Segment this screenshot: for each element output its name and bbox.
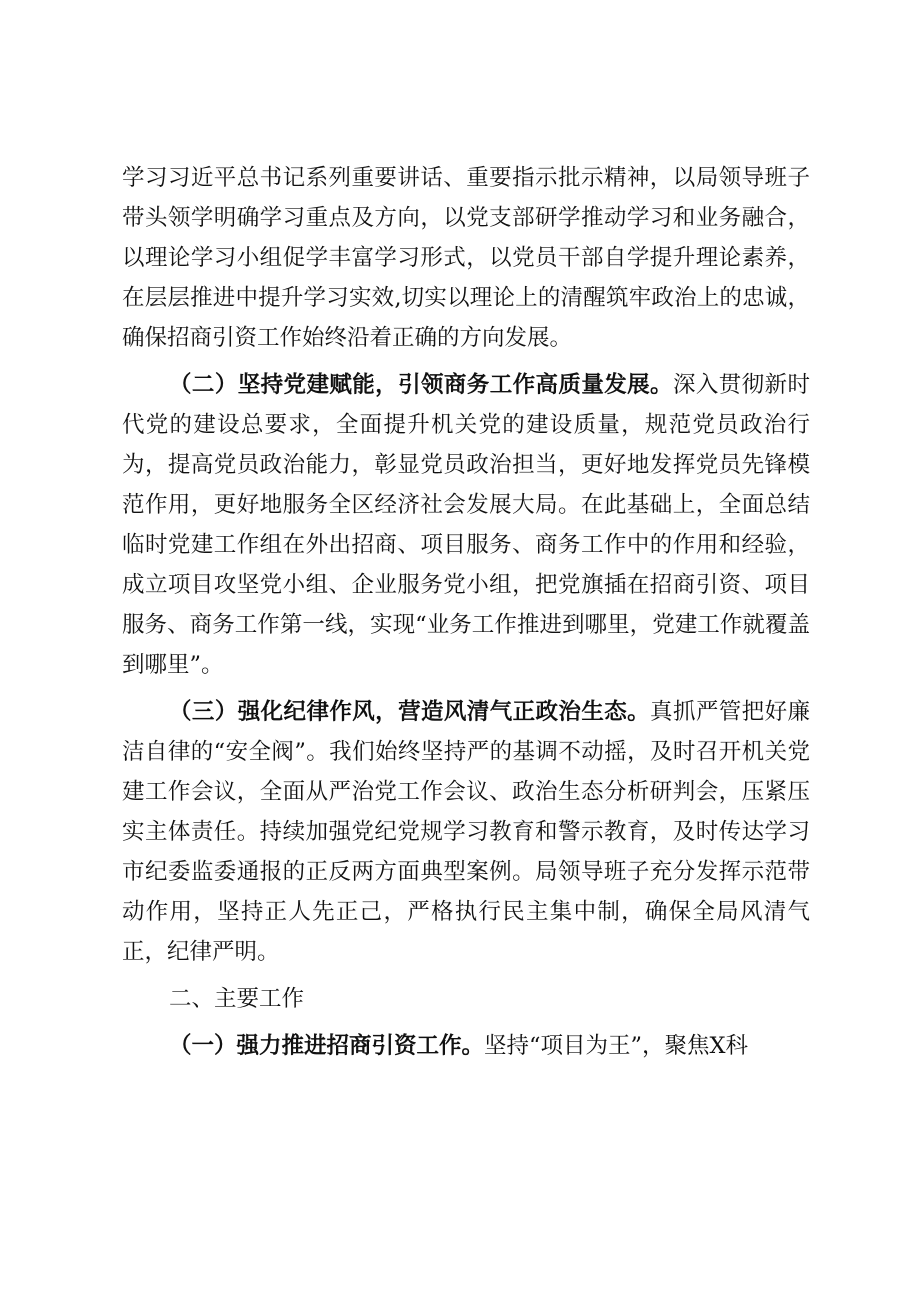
paragraph-investment (122, 1026, 810, 1066)
paragraph-discipline (122, 692, 810, 972)
section-heading: 二、主要工作 (169, 986, 305, 1012)
paragraph-continuation (122, 158, 810, 358)
paragraph-lead-heading: （一）强力推进招商引资工作。 (169, 1033, 485, 1059)
paragraph-lead-heading: （二）坚持党建赋能，引领商务工作高质量发展。 (169, 372, 673, 398)
paragraph-text: 真抓严管把好廉洁自律的“安全阀”。我们始终坚持严的基调不动摇，及时召开机关党建工作会议，全面从严治党工作会议、政治生态分析研判会，压紧压实主体责任。持续加强党纪党规学习教育和警示教育，及时传达学习市纪委监委通报的正反两方面典型案例。局领导班子充分发挥示范带动作用，坚持正人先正己，严格执行民主集中制，确保全局风清气正，纪律严明。 (122, 699, 810, 965)
paragraph-text: 深入贯彻新时代党的建设总要求，全面提升机关党的建设质量，规范党员政治行为，提高党员政治能力，彰显党员政治担当，更好地发挥党员先锋模范作用，更好地服务全区经济社会发展大局。在此基础上，全面总结临时党建工作组在外出招商、项目服务、商务工作中的作用和经验，成立项目攻坚党小组、企业服务党小组，把党旗插在招商引资、项目服务、商务工作第一线，实现“业务工作推进到哪里，党建工作就覆盖到哪里”。 (122, 372, 810, 678)
paragraph-text: 学习习近平总书记系列重要讲话、重要指示批示精神，以局领导班子带头领学明确学习重点及方向，以党支部研学推动学习和业务融合，以理论学习小组促学丰富学习形式，以党员干部自学提升理论素养，在层层推进中提升学习实效,切实以理论上的清醒筑牢政治上的忠诚，确保招商引资工作始终沿着正确的方向发展。 (122, 165, 810, 351)
paragraph-lead-heading: （三）强化纪律作风，营造风清气正政治生态。 (169, 699, 651, 725)
document-body (122, 158, 810, 1073)
paragraph-party-building (122, 365, 810, 685)
paragraph-text: 坚持“项目为王”，聚焦X科 (484, 1033, 749, 1059)
